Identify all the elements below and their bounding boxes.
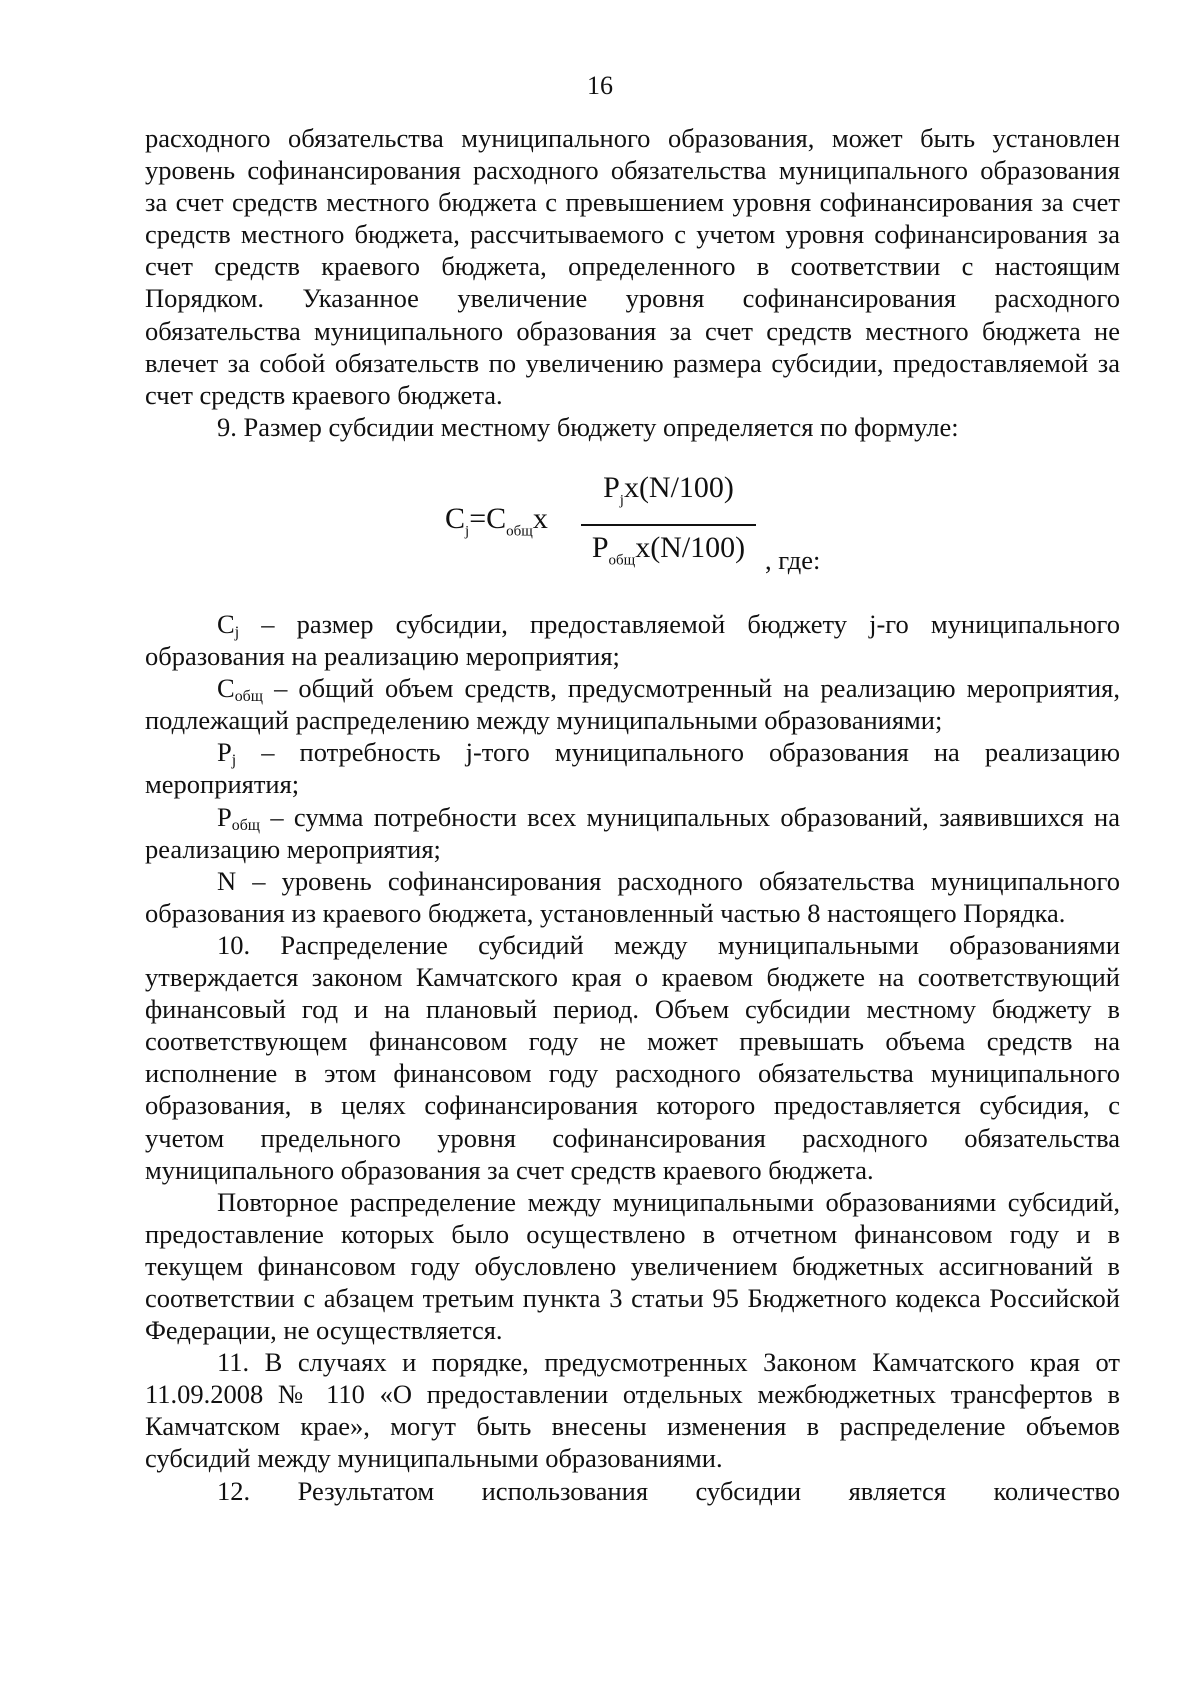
text-block-bottom bbox=[145, 608, 1120, 1507]
definition-p-total: $P_{общ}$ – сумма потребности всех муниципальных образований, заявившихся на реализацию мероприятия; bbox=[145, 801, 1120, 864]
formula-fraction bbox=[581, 470, 756, 578]
paragraph-redistribution: Повторное распределение между муниципальными образованиями субсидий, предоставление которых было осуществлено в отчетном финансовом году и в текущем финансовом году обусловлено увеличением бюджетных ассигнований в соответствии с абзацем третьим пункта 3 статьи 95 Бюджетного кодекса Российской Федерации, не осуществляется. bbox=[145, 1186, 1120, 1346]
paragraph-item-11: 11. В случаях и порядке, предусмотренных Законом Камчатского края от 11.09.2008 № 110 «О предоставлении отдельных межбюджетных трансфертов в Камчатском крае», могут быть внесены изменения в распределение объемов субсидий между муниципальными образованиями. bbox=[145, 1347, 1120, 1474]
paragraph-continuation: расходного обязательства муниципального образования, может быть установлен уровень софинансирования расходного обязательства муниципального образования за счет средств местного бюджета с превышением уровня софинансирования за счет средств местного бюджета, рассчитываемого с учетом уровня софинансирования за счет средств краевого бюджета, определенного в соответствии с настоящим Порядком. Указанное увеличение уровня софинансирования расходного обязательства муниципального образования за счет средств местного бюджета не влечет за собой обязательств по увеличению размера субсидии, предоставляемой за счет средств краевого бюджета. bbox=[145, 123, 1120, 410]
page-number: 16 bbox=[587, 71, 613, 100]
definition-c-total: $C_{общ}$ – общий объем средств, предусмотренный на реализацию мероприятия, подлежащий распределению между муниципальными образованиями; bbox=[145, 673, 1120, 736]
definition-c-j: $C_j$ – размер субсидии, предоставляемой бюджету j-го муниципального образования на реализацию мероприятия; bbox=[145, 609, 1120, 672]
formula-where: , где: bbox=[765, 545, 821, 575]
definition-p-j: $P_j$ – потребность j-того муниципального образования на реализацию мероприятия; bbox=[145, 737, 1120, 800]
definition-n: N – уровень софинансирования расходного обязательства муниципального образования из краевого бюджета, установленный частью 8 настоящего Порядка. bbox=[145, 865, 1120, 928]
text-block-top bbox=[145, 122, 1120, 443]
paragraph-item-9: 9. Размер субсидии местному бюджету определяется по формуле: bbox=[217, 411, 959, 442]
formula-lhs: $C_j=C_{общ}x$ bbox=[445, 502, 548, 540]
paragraph-item-12: 12. Результатом использования субсидии является количество bbox=[217, 1475, 1120, 1506]
subsidy-formula bbox=[445, 470, 865, 580]
formula-denominator: $P_{общ}x(N/100)$ bbox=[591, 530, 746, 568]
paragraph-item-10: 10. Распределение субсидий между муниципальными образованиями утверждается законом Камчатского края о краевом бюджете на соответствующий финансовый год и на плановый период. Объем субсидии местному бюджету в соответствующем финансовом году не может превышать объема средств на исполнение в этом финансовом году расходного обязательства муниципального образования, в целях софинансирования которого предоставляется субсидия, с учетом предельного уровня софинансирования расходного обязательства муниципального образования за счет средств краевого бюджета. bbox=[145, 929, 1120, 1185]
formula-numerator: $P_jx(N/100)$ bbox=[603, 471, 734, 509]
fraction-bar bbox=[581, 524, 756, 526]
